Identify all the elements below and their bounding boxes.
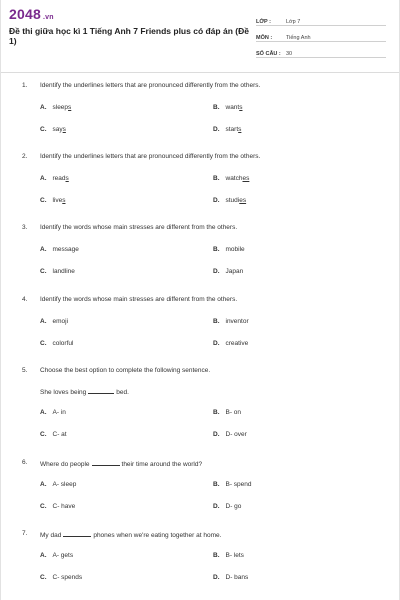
option-underlined: s bbox=[65, 175, 69, 182]
site-logo[interactable] bbox=[9, 6, 54, 22]
option-letter: D. bbox=[213, 431, 220, 438]
meta-row-count bbox=[256, 42, 386, 58]
meta-value-count: 30 bbox=[286, 51, 293, 57]
option-b[interactable] bbox=[213, 104, 242, 111]
meta-row-grade bbox=[256, 10, 386, 26]
option-b[interactable] bbox=[213, 246, 245, 253]
option-letter: D. bbox=[213, 268, 220, 275]
option-letter: A. bbox=[40, 104, 47, 111]
option-text: start bbox=[225, 126, 239, 133]
option-a[interactable] bbox=[40, 318, 68, 325]
option-letter: B. bbox=[213, 318, 220, 325]
option-underlined: s bbox=[62, 126, 66, 133]
option-letter: A. bbox=[40, 552, 47, 559]
option-a[interactable] bbox=[40, 175, 69, 182]
option-b[interactable] bbox=[213, 318, 249, 325]
option-a[interactable] bbox=[40, 409, 66, 416]
answer-blank bbox=[88, 387, 114, 394]
option-letter: D. bbox=[213, 340, 220, 347]
option-text: emoji bbox=[52, 318, 69, 325]
option-letter: C. bbox=[40, 197, 47, 204]
option-letter: D. bbox=[213, 197, 220, 204]
option-text: D- over bbox=[225, 431, 247, 438]
option-letter: B. bbox=[213, 246, 220, 253]
option-text: B- lets bbox=[225, 552, 244, 559]
option-text: C- at bbox=[52, 431, 67, 438]
option-a[interactable] bbox=[40, 552, 73, 559]
option-text: live bbox=[52, 197, 63, 204]
option-c[interactable] bbox=[40, 574, 82, 581]
option-text: B- spend bbox=[225, 481, 252, 488]
sentence-start: She loves being bbox=[40, 389, 87, 396]
option-text: Japan bbox=[225, 268, 244, 275]
question-text: Choose the best option to complete the following sentence. bbox=[40, 367, 211, 374]
option-text: A- sleep bbox=[52, 481, 77, 488]
question-number: 2. bbox=[22, 153, 28, 160]
option-c[interactable] bbox=[40, 340, 73, 347]
option-d[interactable] bbox=[213, 197, 246, 204]
option-letter: B. bbox=[213, 552, 220, 559]
option-text: sleep bbox=[52, 104, 69, 111]
option-a[interactable] bbox=[40, 246, 79, 253]
question-sentence bbox=[40, 387, 129, 396]
option-letter: B. bbox=[213, 409, 220, 416]
option-text: say bbox=[52, 126, 63, 133]
question-text-start: My dad bbox=[40, 532, 62, 539]
option-letter: B. bbox=[213, 104, 220, 111]
option-underlined: s bbox=[68, 104, 72, 111]
document-title: Đề thi giữa học kì 1 Tiếng Anh 7 Friends plus có đáp án (Đề 1) bbox=[9, 26, 249, 46]
option-underlined: s bbox=[62, 197, 66, 204]
option-text: read bbox=[52, 175, 66, 182]
option-letter: A. bbox=[40, 318, 47, 325]
option-c[interactable] bbox=[40, 197, 66, 204]
logo-text: 2048 bbox=[9, 6, 41, 22]
option-letter: C. bbox=[40, 126, 47, 133]
option-text: colorful bbox=[52, 340, 74, 347]
option-underlined: s bbox=[238, 126, 242, 133]
question-text: Identify the words whose main stresses are different from the others. bbox=[40, 224, 238, 231]
option-c[interactable] bbox=[40, 431, 67, 438]
question-number: 4. bbox=[22, 296, 28, 303]
meta-box bbox=[256, 10, 386, 58]
option-text: mobile bbox=[225, 246, 245, 253]
option-letter: C. bbox=[40, 268, 47, 275]
option-text: C- spends bbox=[52, 574, 83, 581]
option-text: B- on bbox=[225, 409, 242, 416]
option-d[interactable] bbox=[213, 574, 248, 581]
question-number: 5. bbox=[22, 367, 28, 374]
option-letter: B. bbox=[213, 175, 220, 182]
option-d[interactable] bbox=[213, 126, 241, 133]
option-underlined: es bbox=[239, 197, 247, 204]
option-letter: D. bbox=[213, 503, 220, 510]
question-text: Identify the underlines letters that are pronounced differently from the others. bbox=[40, 82, 261, 89]
header-divider bbox=[1, 72, 400, 73]
option-text: watch bbox=[225, 175, 243, 182]
option-letter: C. bbox=[40, 340, 47, 347]
option-text: C- have bbox=[52, 503, 76, 510]
question-text-start: Where do people bbox=[40, 461, 90, 468]
question-number: 7. bbox=[22, 530, 28, 537]
meta-value-subject: Tiếng Anh bbox=[286, 35, 311, 41]
option-c[interactable] bbox=[40, 503, 75, 510]
option-text: A- in bbox=[52, 409, 66, 416]
question-text-end: their time around the world? bbox=[121, 461, 203, 468]
meta-row-subject bbox=[256, 26, 386, 42]
option-letter: C. bbox=[40, 574, 47, 581]
option-letter: A. bbox=[40, 481, 47, 488]
option-b[interactable] bbox=[213, 175, 249, 182]
question-text: Identify the words whose main stresses are different from the others. bbox=[40, 296, 238, 303]
option-d[interactable] bbox=[213, 268, 243, 275]
option-c[interactable] bbox=[40, 268, 75, 275]
question-number: 6. bbox=[22, 459, 28, 466]
option-text: A- gets bbox=[52, 552, 74, 559]
question-number: 3. bbox=[22, 224, 28, 231]
question-text-end: phones when we're eating together at home. bbox=[93, 532, 222, 539]
question-text bbox=[40, 459, 202, 468]
option-letter: B. bbox=[213, 481, 220, 488]
option-text: D- bans bbox=[225, 574, 249, 581]
question-number: 1. bbox=[22, 82, 28, 89]
document-header bbox=[1, 0, 400, 70]
option-text: studi bbox=[225, 197, 240, 204]
option-b[interactable] bbox=[213, 481, 252, 488]
option-underlined: s bbox=[239, 104, 243, 111]
option-letter: C. bbox=[40, 431, 47, 438]
option-d[interactable] bbox=[213, 340, 248, 347]
question-text: Identify the underlines letters that are pronounced differently from the others. bbox=[40, 153, 261, 160]
option-letter: C. bbox=[40, 503, 47, 510]
option-letter: D. bbox=[213, 574, 220, 581]
answer-blank bbox=[63, 530, 91, 537]
option-text: creative bbox=[225, 340, 249, 347]
option-letter: A. bbox=[40, 246, 47, 253]
answer-blank bbox=[92, 459, 120, 466]
meta-label-subject: MÔN : bbox=[256, 35, 273, 41]
logo-suffix: .vn bbox=[42, 14, 54, 21]
meta-value-grade: Lớp 7 bbox=[286, 19, 301, 25]
option-a[interactable] bbox=[40, 481, 76, 488]
option-text: want bbox=[225, 104, 240, 111]
option-text: D- go bbox=[225, 503, 242, 510]
option-d[interactable] bbox=[213, 431, 247, 438]
question-text bbox=[40, 530, 221, 539]
option-text: message bbox=[52, 246, 79, 253]
option-letter: A. bbox=[40, 175, 47, 182]
sentence-end: bed. bbox=[116, 389, 129, 396]
option-b[interactable] bbox=[213, 552, 244, 559]
option-letter: D. bbox=[213, 126, 220, 133]
option-letter: A. bbox=[40, 409, 47, 416]
option-b[interactable] bbox=[213, 409, 241, 416]
option-underlined: es bbox=[242, 175, 250, 182]
option-c[interactable] bbox=[40, 126, 66, 133]
option-text: inventor bbox=[225, 318, 249, 325]
meta-label-count: SỐ CÂU : bbox=[256, 51, 281, 57]
option-d[interactable] bbox=[213, 503, 241, 510]
option-text: landline bbox=[52, 268, 75, 275]
meta-label-grade: LỚP : bbox=[256, 19, 271, 25]
option-a[interactable] bbox=[40, 104, 71, 111]
